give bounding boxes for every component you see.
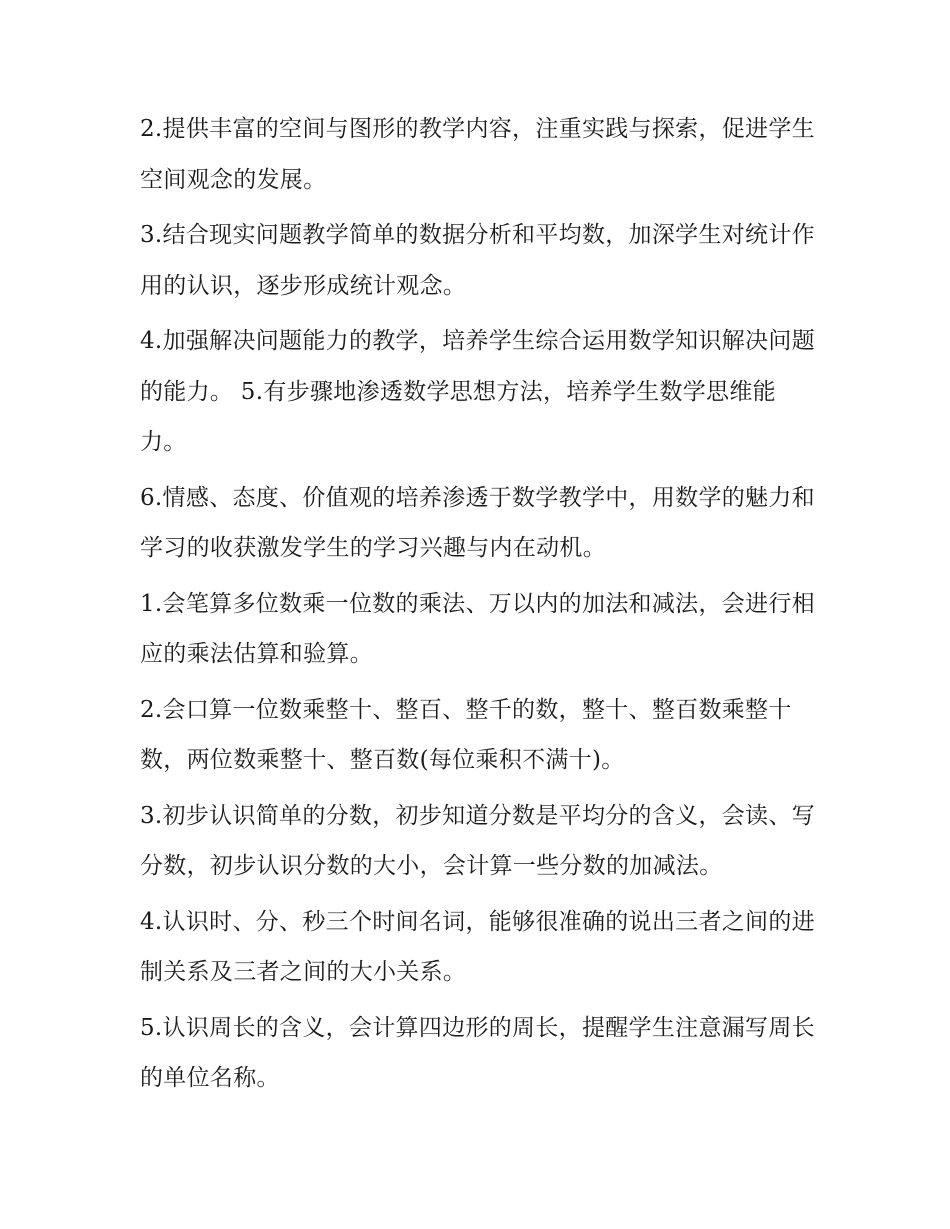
paragraph-mental-arithmetic: 2.会口算一位数乘整十、整百、整千的数，整十、整百数乘整十数，两位数乘整十、整百数(每位乘积不满十)。: [140, 696, 792, 773]
paragraph-space-and-shapes: 2.提供丰富的空间与图形的教学内容，注重实践与探索，促进学生空间观念的发展。: [140, 116, 815, 193]
paragraph-perimeter: 5.认识周长的含义，会计算四边形的周长，提醒学生注意漏写周长的单位名称。: [140, 1014, 815, 1091]
paragraph-attitudes-values: 6.情感、态度、价值观的培养渗透于数学教学中，用数学的魅力和学习的收获激发学生的学习兴趣与内在动机。: [140, 484, 815, 561]
paragraph-statistics: 3.结合现实问题教学简单的数据分析和平均数，加深学生对统计作用的认识，逐步形成统计观念。: [140, 222, 815, 299]
paragraph-fractions: 3.初步认识简单的分数，初步知道分数是平均分的含义，会读、写分数，初步认识分数的大小，会计算一些分数的加减法。: [140, 802, 815, 879]
paragraph-time-units: 4.认识时、分、秒三个时间名词，能够很准确的说出三者之间的进制关系及三者之间的大小关系。: [140, 908, 815, 985]
paragraph-problem-solving: 4.加强解决问题能力的教学，培养学生综合运用数学知识解决问题的能力。 5.有步骤地渗透数学思想方法，培养学生数学思维能力。: [140, 328, 815, 455]
paragraph-written-multiplication: 1.会笔算多位数乘一位数的乘法、万以内的加法和减法，会进行相应的乘法估算和验算。: [140, 590, 815, 667]
document-body: [140, 104, 820, 1109]
